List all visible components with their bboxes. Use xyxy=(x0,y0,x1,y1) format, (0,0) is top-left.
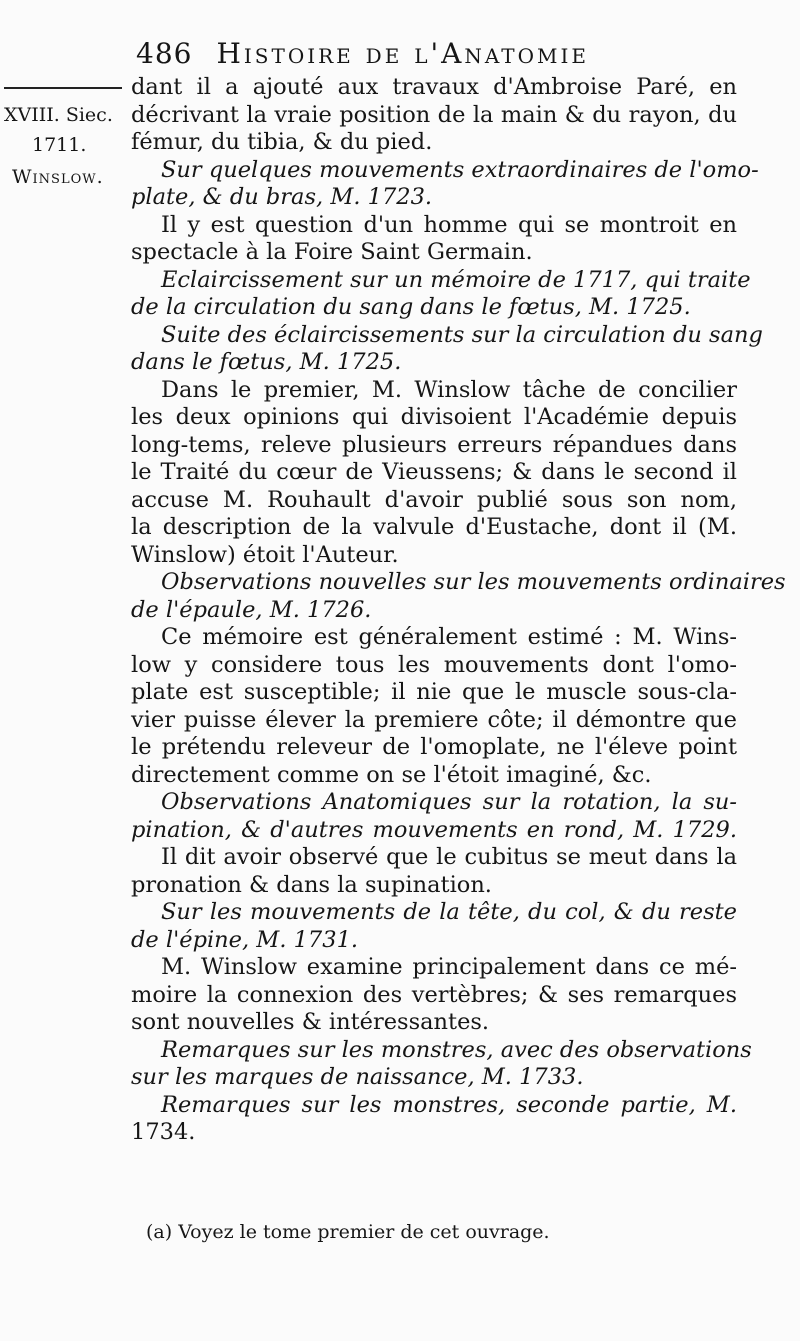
text-line: Suite des éclaircissements sur la circulation du sang xyxy=(161,321,763,348)
text-line: pination, & d'autres mouvements en rond, M. 1729. xyxy=(131,816,737,843)
text-line: Il y est question d'un homme qui se montroit en xyxy=(161,211,737,238)
text-line: vier puisse élever la premiere côte; il démontre que xyxy=(131,706,737,733)
text-line: accuse M. Rouhault d'avoir publié sous son nom, xyxy=(131,486,737,513)
text-line: de l'épine, M. 1731. xyxy=(131,926,359,953)
text-line: long-tems, releve plusieurs erreurs répandues dans xyxy=(131,431,737,458)
text-line: low y considere tous les mouvements dont l'omo- xyxy=(131,651,737,678)
text-line: M. Winslow examine principalement dans ce mé- xyxy=(161,954,737,980)
text-line: le prétendu releveur de l'omoplate, ne l'éleve point xyxy=(131,734,737,760)
text-line: 1734. xyxy=(131,1119,196,1145)
text-line: fémur, du tibia, & du pied. xyxy=(131,129,433,155)
margin-note-century: XVIII. Siec. xyxy=(4,104,113,126)
text-line: Observations nouvelles sur les mouvements ordinaires xyxy=(161,569,786,595)
text-line: sur les marques de naissance, M. 1733. xyxy=(131,1064,584,1090)
text-line: décrivant la vraie position de la main & du rayon, du xyxy=(131,101,737,128)
running-header xyxy=(136,36,736,72)
text-line: moire la connexion des vertèbres; & ses remarques xyxy=(131,981,737,1008)
text-line: le Traité du cœur de Vieussens; & dans le second il xyxy=(131,459,737,485)
text-line: Sur les mouvements de la tête, du col, & du reste xyxy=(161,899,737,925)
text-line: Ce mémoire est généralement estimé : M. Wins- xyxy=(161,624,737,650)
text-line: pronation & dans la supination. xyxy=(131,871,492,898)
text-line: Dans le premier, M. Winslow tâche de concilier xyxy=(161,376,737,403)
text-line: Eclaircissement sur un mémoire de 1717, qui traite xyxy=(161,266,751,293)
text-line: plate est susceptible; il nie que le muscle sous-cla- xyxy=(131,679,737,705)
margin-rule xyxy=(4,87,122,89)
text-line: la description de la valvule d'Eustache, dont il (M. xyxy=(131,514,737,540)
text-line: Il dit avoir observé que le cubitus se meut dans la xyxy=(161,844,737,870)
text-line: de l'épaule, M. 1726. xyxy=(131,596,372,623)
text-line: Remarques sur les monstres, seconde partie, M. xyxy=(161,1091,737,1118)
text-line: Remarques sur les monstres, avec des observations xyxy=(161,1036,752,1063)
text-line: sont nouvelles & intéressantes. xyxy=(131,1009,490,1035)
margin-note-author: Winslow. xyxy=(12,166,104,188)
text-line: les deux opinions qui divisoient l'Académie depuis xyxy=(131,404,737,430)
text-line: dans le fœtus, M. 1725. xyxy=(131,349,402,375)
text-line: de la circulation du sang dans le fœtus, M. 1725. xyxy=(131,294,691,320)
text-line: spectacle à la Foire Saint Germain. xyxy=(131,239,533,265)
body-text xyxy=(131,74,786,1147)
text-line: directement comme on se l'étoit imaginé, &c. xyxy=(131,761,652,788)
page-number: 486 xyxy=(136,37,193,70)
text-line: Winslow) étoit l'Auteur. xyxy=(131,541,399,568)
text-line: plate, & du bras, M. 1723. xyxy=(131,184,433,210)
footnote: (a) Voyez le tome premier de cet ouvrage. xyxy=(146,1221,550,1243)
text-line: Observations Anatomiques sur la rotation, la su- xyxy=(161,789,737,815)
margin-note-year: 1711. xyxy=(32,134,87,156)
text-line: dant il a ajouté aux travaux d'Ambroise Paré, en xyxy=(131,74,737,100)
running-title: Histoire de l'Anatomie xyxy=(216,37,589,70)
text-line: Sur quelques mouvements extraordinaires de l'omo- xyxy=(161,156,759,183)
